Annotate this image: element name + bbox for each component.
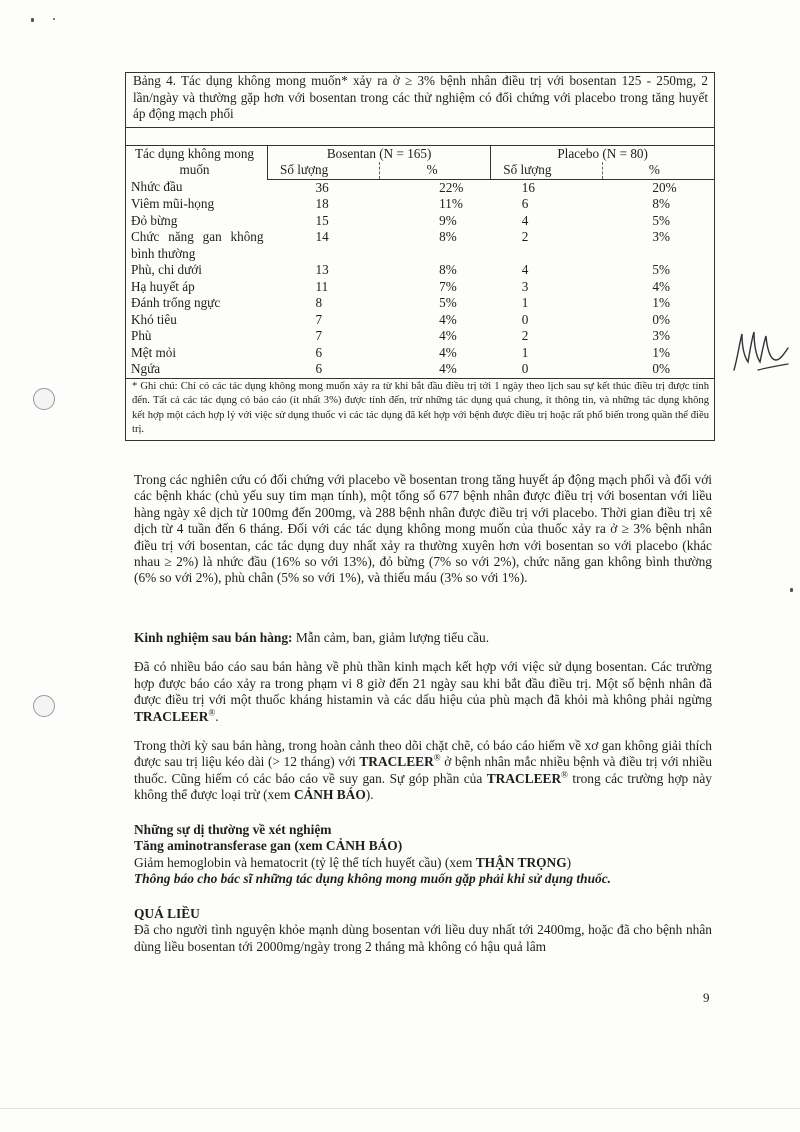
table-row [126, 179, 714, 196]
placebo-pct: 0% [652, 311, 670, 327]
bosentan-count: 18 [315, 196, 329, 211]
table-footnote: * Ghi chú: Chỉ có các tác dụng không mong muốn xảy ra từ khi bắt đầu điều trị tới 1 ngày theo lịch sau sự kết thúc điều trị được tính đến. Tất cả các tác dụng có báo cáo (ít nhất 3%) được tính đến, trừ những tác dụng quá chung, ít thông tin, và những tác dụng không kết hợp một cách hợp lý với việc sử dụng thuốc vì các tác dụng đã kết hợp với bệnh được điều trị hoặc rất phổ biến trong quần thể điều trị. [126, 378, 714, 440]
effect-name: Viêm mũi-họng [131, 196, 215, 211]
placebo-pct: 4% [652, 278, 670, 294]
paragraph-postmarketing-summary [134, 630, 712, 646]
table-row [126, 196, 714, 213]
warnings-ref: CẢNH BÁO [293, 787, 366, 803]
effect-name: Khó tiêu [131, 311, 177, 327]
placebo-count: 4 [521, 262, 529, 277]
bosentan-count: 13 [315, 262, 329, 277]
scan-speck [53, 18, 55, 20]
postmarketing-summary: Mẫn cảm, ban, giảm lượng tiểu cầu. [292, 630, 490, 645]
bosentan-pct: 22% [439, 179, 464, 195]
brand-name: TRACLEER [359, 754, 434, 770]
effect-name: Mệt mỏi [131, 344, 177, 360]
effect-name: Đỏ bừng [131, 212, 178, 228]
placebo-pct: 3% [652, 328, 670, 343]
lab-hemoglobin-end: ) [566, 854, 572, 870]
body-section-incidence [134, 472, 712, 587]
cirrhosis-text-c: trong các trường hợp này không thể được loại trừ (xem [134, 770, 712, 803]
scan-edge-line [0, 1108, 800, 1109]
bosentan-pct: 8% [439, 262, 457, 277]
handwritten-initials [730, 326, 792, 374]
placebo-pct: 1% [652, 295, 670, 310]
placebo-count: 3 [521, 278, 529, 294]
bosentan-count: 6 [315, 344, 323, 360]
placebo-count: 2 [521, 229, 529, 244]
scan-speck [790, 588, 793, 592]
placebo-count: 2 [521, 328, 529, 343]
bosentan-count: 7 [315, 311, 323, 327]
precautions-ref: THẬN TRỌNG [475, 854, 567, 870]
physician-notice: Thông báo cho bác sĩ những tác dụng không mong muốn gặp phải khi sử dụng thuốc. [134, 871, 612, 887]
table-row [126, 295, 714, 312]
placebo-pct: 0% [652, 361, 670, 376]
effect-name: Chức năng gan không bình thường [131, 229, 264, 261]
bosentan-pct: 4% [439, 311, 457, 327]
column-header-placebo: Placebo (N = 80) [491, 145, 714, 162]
bosentan-pct: 4% [439, 361, 457, 376]
effect-name: Đánh trống ngực [131, 295, 221, 310]
effect-name: Nhức đầu [131, 179, 183, 194]
subheader-placebo-pct: % [602, 162, 714, 179]
angioedema-end: . [215, 708, 219, 724]
paragraph-incidence: Trong các nghiên cứu có đối chứng với placebo về bosentan trong tăng huyết áp động mạch phổi và đối với các bệnh khác (chủ yếu suy tim mạn tính), một tổng số 677 bệnh nhân được điều trị với bosentan với liều hàng ngày xê dịch từ 100mg đến 200mg, và 288 bệnh nhân được điều trị với placebo. Thời gian điều trị xê dịch từ 4 tuần đến 6 tháng. Đối với các tác dụng không mong muốn của thuốc xảy ra ở ≥ 3% bệnh nhân điều trị với bosentan, các tác dụng duy nhất xảy ra thường xuyên hơn với bosentan so với placebo (khác nhau ≥ 2%) là nhức đầu (16% so với 13%), đỏ bừng (7% so với 2%), chức năng gan không bình thường (6% so với 2%), phù chân (5% so với 1%), và thiếu máu (3% so với 1%). [134, 472, 712, 586]
overdose-title: QUÁ LIỀU [134, 906, 200, 921]
bosentan-count: 8 [315, 295, 323, 310]
subheader-placebo-count: Số lượng [491, 162, 603, 179]
bosentan-count: 14 [315, 229, 329, 244]
column-header-effect: Tác dụng không mong muốn [126, 145, 268, 179]
punch-hole [33, 388, 55, 410]
lab-hemoglobin-text: Giảm hemoglobin và hematocrit (tỷ lệ thể tích huyết cầu) (xem [134, 854, 476, 870]
column-header-bosentan: Bosentan (N = 165) [268, 145, 491, 162]
subheader-bosentan-count: Số lượng [268, 162, 380, 179]
adverse-effects-table-block [125, 72, 715, 441]
placebo-count: 1 [521, 344, 529, 360]
registered-mark: ® [433, 752, 441, 763]
postmarketing-label: Kinh nghiệm sau bán hàng: [134, 630, 293, 645]
table-row [126, 213, 714, 230]
bosentan-pct: 8% [439, 229, 457, 244]
lab-hemoglobin [134, 855, 712, 871]
effect-name: Ngứa [131, 361, 161, 376]
table-row [126, 345, 714, 362]
table-row [126, 262, 714, 279]
overdose-text: Đã cho người tình nguyện khỏe mạnh dùng bosentan với liều duy nhất tới 2400mg, hoặc đã cho bệnh nhân dùng liều bosentan tới 2000mg/ngày trong 2 tháng mà không có hậu quả lâm [134, 922, 712, 954]
subheader-bosentan-pct: % [379, 162, 491, 179]
placebo-pct: 3% [652, 229, 670, 244]
adverse-effects-table [126, 145, 714, 378]
table-row [126, 312, 714, 329]
cirrhosis-text-d: ). [365, 787, 374, 803]
brand-name: TRACLEER [486, 770, 562, 786]
lab-section-title: Những sự dị thường về xét nghiệm [134, 822, 332, 837]
body-section-lab-abnormalities [134, 822, 712, 888]
effect-name: Hạ huyết áp [131, 278, 195, 294]
bosentan-count: 36 [315, 179, 329, 195]
bosentan-pct: 11% [439, 196, 463, 211]
bosentan-count: 7 [315, 328, 323, 343]
placebo-pct: 8% [652, 196, 670, 211]
placebo-count: 0 [521, 361, 529, 376]
cirrhosis-text-b: ở bệnh nhân mắc nhiều bệnh và điều trị với nhiều thuốc. Cũng hiếm có các báo cáo về suy gan. Sự góp phần của [134, 754, 712, 786]
bosentan-count: 6 [315, 361, 323, 376]
bosentan-pct: 5% [439, 295, 457, 310]
placebo-count: 0 [521, 311, 529, 327]
effect-name: Phù, chi dưới [131, 262, 202, 277]
paragraph-cirrhosis [134, 738, 712, 804]
punch-hole [33, 695, 55, 717]
placebo-pct: 5% [652, 262, 670, 277]
placebo-count: 4 [521, 212, 529, 228]
lab-aminotransferase: Tăng aminotransferase gan (xem CẢNH BÁO) [134, 838, 403, 854]
table-row [126, 279, 714, 296]
table-caption: Bảng 4. Tác dụng không mong muốn* xảy ra ở ≥ 3% bệnh nhân điều trị với bosentan 125 - 250mg, 2 lần/ngày và thường gặp hơn với bosentan trong các thử nghiệm có đối chứng với placebo trong tăng huyết áp động mạch phổi [126, 73, 714, 128]
placebo-pct: 1% [652, 344, 670, 360]
placebo-pct: 5% [652, 212, 670, 228]
effect-name: Phù [131, 328, 152, 343]
registered-mark: ® [208, 707, 216, 718]
body-section-overdose [134, 906, 712, 955]
bosentan-pct: 4% [439, 344, 457, 360]
page-number: 9 [703, 990, 710, 1005]
angioedema-text: Đã có nhiều báo cáo sau bán hàng về phù thần kinh mạch kết hợp với việc sử dụng bosentan. Các trường hợp được báo cáo xảy ra trong phạm vi 8 giờ đến 21 ngày sau khi bắt đầu điều trị. Một số bệnh nhân đã được điều trị với một thuốc kháng histamin và các dấu hiệu của phù mạch đã khỏi mà không phải ngừng [134, 659, 712, 708]
bosentan-pct: 7% [439, 278, 457, 294]
brand-name: TRACLEER [134, 708, 209, 724]
placebo-pct: 20% [652, 179, 677, 195]
scan-speck [31, 18, 34, 22]
paragraph-angioedema [134, 659, 712, 725]
registered-mark: ® [561, 769, 568, 780]
table-header-row [126, 145, 714, 162]
placebo-count: 1 [521, 295, 529, 310]
table-row [126, 328, 714, 345]
table-row [126, 361, 714, 378]
bosentan-pct: 9% [439, 212, 457, 228]
bosentan-count: 11 [315, 278, 329, 294]
placebo-count: 16 [521, 179, 535, 195]
bosentan-pct: 4% [439, 328, 457, 343]
table-row [126, 229, 714, 262]
bosentan-count: 15 [315, 212, 329, 228]
body-section-postmarketing [134, 630, 712, 804]
cirrhosis-text-a: Trong thời kỳ sau bán hàng, trong hoàn cảnh theo dõi chặt chẽ, có báo cáo hiếm về xơ gan không giải thích được sau trị liệu kéo dài (> 12 tháng) với [134, 738, 712, 770]
table-spacer [126, 128, 714, 145]
placebo-count: 6 [521, 196, 529, 211]
